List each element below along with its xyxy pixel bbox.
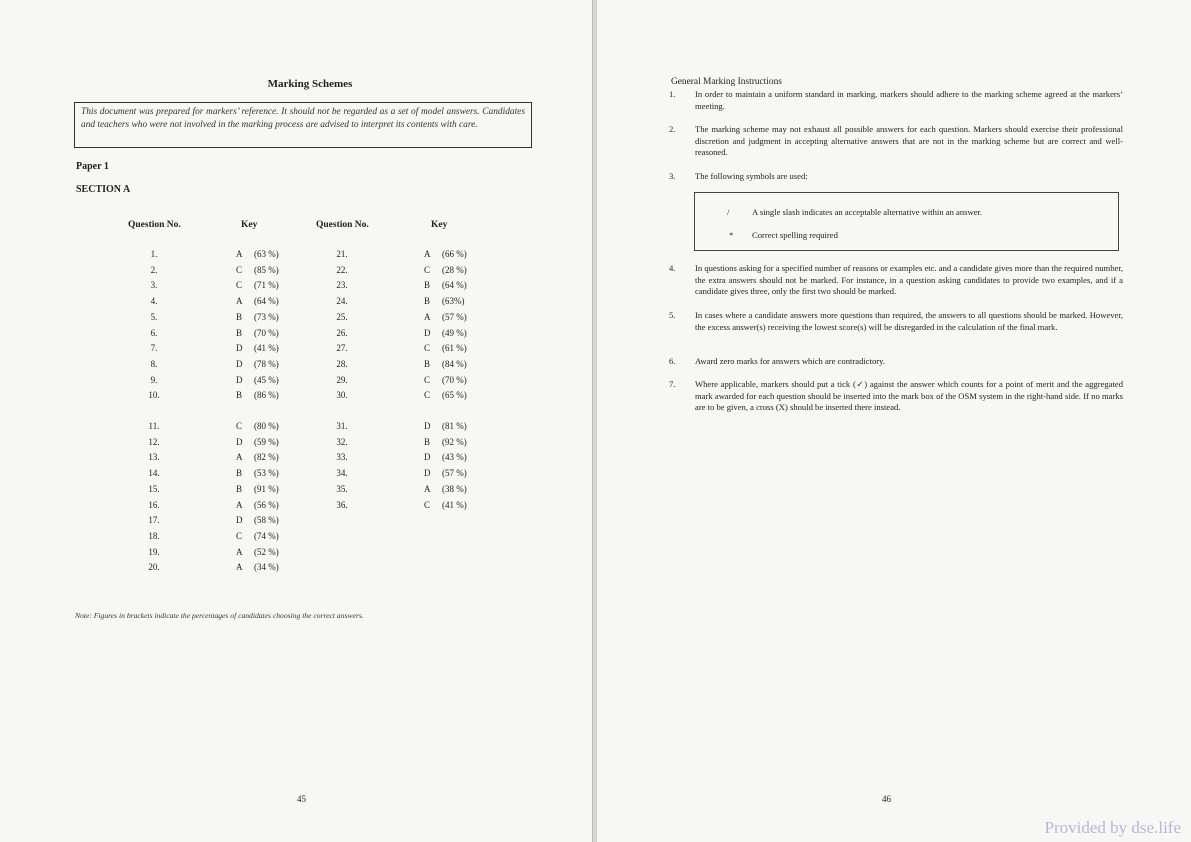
answer-percentage: (84 %) <box>442 359 467 369</box>
answer-key: C <box>424 265 431 275</box>
answer-key: D <box>236 343 243 353</box>
question-number: 36. <box>336 500 348 510</box>
question-number: 9. <box>150 375 158 385</box>
answer-percentage: (52 %) <box>254 547 279 557</box>
answer-percentage: (56 %) <box>254 500 279 510</box>
answer-percentage: (65 %) <box>442 390 467 400</box>
answer-percentage: (73 %) <box>254 312 279 322</box>
answer-key: B <box>236 484 243 494</box>
answer-key: A <box>236 562 243 572</box>
answer-percentage: (57 %) <box>442 312 467 322</box>
footnote: Note: Figures in brackets indicate the percentages of candidates choosing the correct answers. <box>75 611 364 620</box>
answer-percentage: (66 %) <box>442 249 467 259</box>
asterisk-symbol: * <box>729 230 734 240</box>
watermark-link[interactable]: Provided by dse.life <box>1044 818 1181 837</box>
answer-key: A <box>424 484 431 494</box>
question-number: 28. <box>336 359 348 369</box>
answer-key: D <box>424 452 431 462</box>
question-number: 6. <box>150 328 158 338</box>
question-number: 22. <box>336 265 348 275</box>
question-number: 30. <box>336 390 348 400</box>
answer-percentage: (38 %) <box>442 484 467 494</box>
answer-key: B <box>424 437 431 447</box>
question-number: 27. <box>336 343 348 353</box>
answer-key: C <box>236 280 243 290</box>
question-number: 24. <box>336 296 348 306</box>
question-number: 33. <box>336 452 348 462</box>
answer-key: D <box>424 468 431 478</box>
answer-key: B <box>236 390 243 400</box>
answer-percentage: (58 %) <box>254 515 279 525</box>
question-number: 13. <box>148 452 160 462</box>
question-number: 1. <box>150 249 158 259</box>
answer-key: D <box>424 328 431 338</box>
answer-key: A <box>236 296 243 306</box>
answer-key: D <box>236 437 243 447</box>
right-page: General Marking Instructions 1. In order to maintain a uniform standard in marking, markers should adhere to the marking scheme agreed at the markers’ meeting. 2. The marking scheme may not exhaust all possible answers for each question. Markers should exercise their professional discretion and judgment in accepting alternative answers that are not in the marking scheme but are correct and well-reasoned. 3. The following symbols are used: / A single slash indicates an acceptable alternative within an answer. * Correct spelling required 4. In questions asking for a specified number of reasons or examples etc. and a candidate gives more than the required number, the extra answers should not be marked. For instance, in a question asking candidates to provide two examples, and if a candidate gives three, only the first two should be marked. 5. In cases where a candidate answers more questions than required, the answers to all questions should be marked. However, the excess answer(s) receiving the lowest score(s) will be disregarded in the calculation of the final mark. 6. Award zero marks for answers which are contradictory. 7. Where applicable, markers should put a tick (✓) against the answer which counts for a point of merit and the aggregated mark awarded for each question should be inserted into the mark box of the OSM system in the right-hand side. If no marks are to be given, a cross (X) should be inserted there instead. 46 <box>596 0 1191 842</box>
answer-percentage: (80 %) <box>254 421 279 431</box>
answer-percentage: (41 %) <box>442 500 467 510</box>
question-number: 8. <box>150 359 158 369</box>
answer-key: D <box>424 421 431 431</box>
question-number: 21. <box>336 249 348 259</box>
answer-key: B <box>236 468 243 478</box>
question-number: 15. <box>148 484 160 494</box>
answer-percentage: (85 %) <box>254 265 279 275</box>
answer-percentage: (81 %) <box>442 421 467 431</box>
answer-percentage: (43 %) <box>442 452 467 462</box>
answer-key: C <box>424 390 431 400</box>
section-label: SECTION A <box>76 184 131 195</box>
question-number: 34. <box>336 468 348 478</box>
answer-key: B <box>424 280 431 290</box>
question-number: 4. <box>150 296 158 306</box>
answer-percentage: (53 %) <box>254 468 279 478</box>
answer-percentage: (86 %) <box>254 390 279 400</box>
answer-key: B <box>424 359 431 369</box>
header-key-2: Key <box>431 220 448 230</box>
slash-description: A single slash indicates an acceptable alternative within an answer. <box>752 207 983 217</box>
question-number: 23. <box>336 280 348 290</box>
answer-key: A <box>236 547 243 557</box>
symbols-box <box>694 192 1119 251</box>
answer-percentage: (63%) <box>442 296 465 306</box>
answer-percentage: (45 %) <box>254 375 279 385</box>
asterisk-description: Correct spelling required <box>752 230 838 240</box>
answer-key: A <box>236 249 243 259</box>
question-number: 11. <box>148 421 160 431</box>
answer-key: A <box>424 312 431 322</box>
answer-percentage: (28 %) <box>442 265 467 275</box>
question-number: 16. <box>148 500 160 510</box>
answer-key: A <box>236 452 243 462</box>
answer-percentage: (91 %) <box>254 484 279 494</box>
answer-percentage: (41 %) <box>254 343 279 353</box>
question-number: 26. <box>336 328 348 338</box>
answer-key: C <box>424 375 431 385</box>
answer-key: D <box>236 359 243 369</box>
answer-key: C <box>236 421 243 431</box>
question-number: 19. <box>148 547 160 557</box>
answer-key: D <box>236 515 243 525</box>
question-number: 35. <box>336 484 348 494</box>
answer-key: C <box>236 265 243 275</box>
answer-percentage: (70 %) <box>442 375 467 385</box>
answer-percentage: (70 %) <box>254 328 279 338</box>
page-number-left: 45 <box>297 794 306 804</box>
answer-percentage: (71 %) <box>254 280 279 290</box>
answer-percentage: (49 %) <box>442 328 467 338</box>
header-question-no-1: Question No. <box>128 220 181 230</box>
question-number: 10. <box>148 390 160 400</box>
question-number: 3. <box>150 280 158 290</box>
question-number: 7. <box>150 343 158 353</box>
question-number: 31. <box>336 421 348 431</box>
answer-percentage: (82 %) <box>254 452 279 462</box>
question-number: 5. <box>150 312 158 322</box>
answer-percentage: (34 %) <box>254 562 279 572</box>
answer-percentage: (64 %) <box>442 280 467 290</box>
answer-key: B <box>424 296 431 306</box>
answer-key: C <box>236 531 243 541</box>
left-page <box>0 0 593 842</box>
question-number: 29. <box>336 375 348 385</box>
answer-percentage: (59 %) <box>254 437 279 447</box>
question-number: 18. <box>148 531 160 541</box>
paper-label: Paper 1 <box>76 161 109 172</box>
question-number: 17. <box>148 515 160 525</box>
answer-percentage: (74 %) <box>254 531 279 541</box>
answer-percentage: (63 %) <box>254 249 279 259</box>
question-number: 20. <box>148 562 160 572</box>
answer-percentage: (57 %) <box>442 468 467 478</box>
slash-symbol: / <box>727 207 730 217</box>
page-title: Marking Schemes <box>267 78 353 90</box>
header-key-1: Key <box>241 220 258 230</box>
answer-key: B <box>236 328 243 338</box>
answer-percentage: (78 %) <box>254 359 279 369</box>
answer-key: A <box>424 249 431 259</box>
answer-percentage: (92 %) <box>442 437 467 447</box>
instructions-title: General Marking Instructions <box>671 77 782 87</box>
notice-box: This document was prepared for markers’ reference. It should not be regarded as a set of model answers. Candidates and teachers who were not involved in the marking process are advised to interpret its contents with care. <box>74 102 532 148</box>
question-number: 2. <box>150 265 158 275</box>
page-number-right: 46 <box>882 794 891 804</box>
question-number: 12. <box>148 437 160 447</box>
question-number: 32. <box>336 437 348 447</box>
answer-percentage: (61 %) <box>442 343 467 353</box>
header-question-no-2: Question No. <box>316 220 369 230</box>
answer-key: B <box>236 312 243 322</box>
answer-key: D <box>236 375 243 385</box>
answer-key: A <box>236 500 243 510</box>
question-number: 25. <box>336 312 348 322</box>
question-number: 14. <box>148 468 160 478</box>
answer-key: C <box>424 343 431 353</box>
answer-key: C <box>424 500 431 510</box>
answer-percentage: (64 %) <box>254 296 279 306</box>
